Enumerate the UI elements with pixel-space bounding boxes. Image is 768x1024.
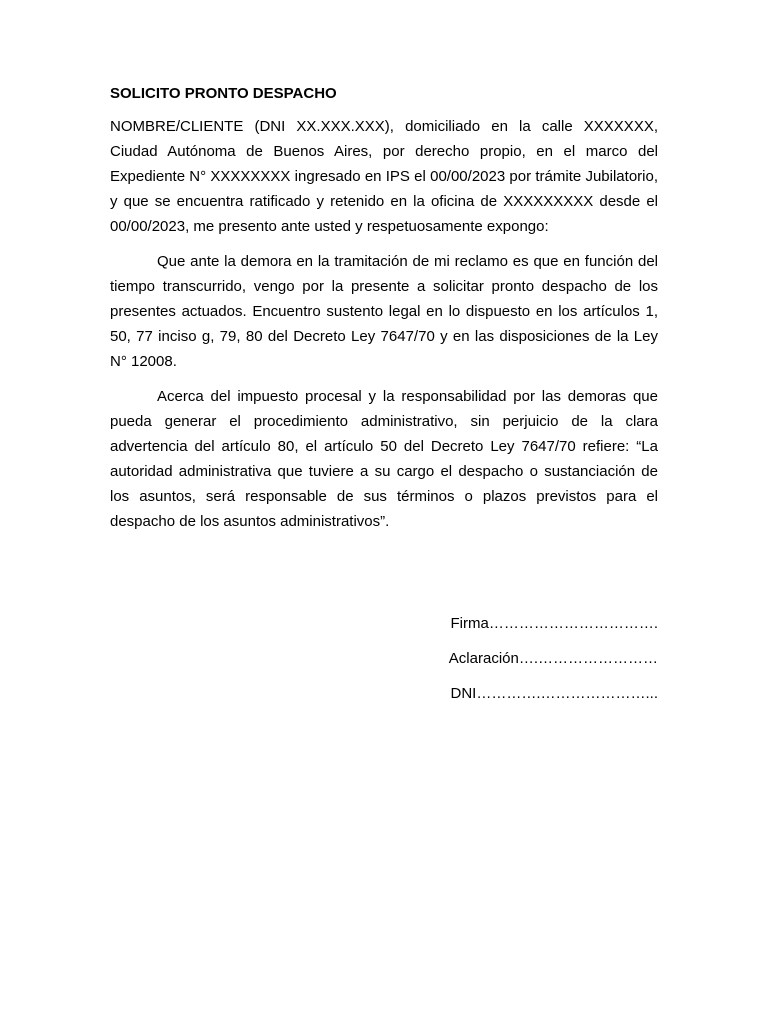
document-body bbox=[110, 84, 658, 544]
document-title: SOLICITO PRONTO DESPACHO bbox=[110, 85, 337, 102]
clarification-line: Aclaración….…………………… bbox=[448, 650, 658, 667]
request-paragraph: Que ante la demora en la tramitación de mi reclamo es que en función del tiempo transcurrido, vengo por la presente a solicitar pronto despacho de los presentes actuados. Encuentro sustento legal en lo dispuesto en los artículos 1, 50, 77 inciso g, 79, 80 del Decreto Ley 7647/70 y en las disposiciones de la Ley N° 12008. bbox=[110, 253, 658, 370]
intro-paragraph: NOMBRE/CLIENTE (DNI XX.XXX.XXX), domiciliado en la calle XXXXXXX, Ciudad Autónoma de Buenos Aires, por derecho propio, en el marco del Expediente N° XXXXXXXX ingresado en IPS el 00/00/2023 por trámite Jubilatorio, y que se encuentra ratificado y retenido en la oficina de XXXXXXXXX desde el 00/00/2023, me presento ante usted y respetuosamente expongo: bbox=[110, 118, 658, 235]
legal-basis-paragraph: Acerca del impuesto procesal y la responsabilidad por las demoras que pueda generar el procedimiento administrativo, sin perjuicio de la clara advertencia del artículo 80, el artículo 50 del Decreto Ley 7647/70 refiere: “La autoridad administrativa que tuviere a su cargo el despacho o sustanciación de los asuntos, será responsable de sus términos o plazos previstos para el despacho de los asuntos administrativos”. bbox=[110, 388, 658, 530]
signature-block bbox=[110, 611, 658, 716]
dni-line: DNI………….…………………... bbox=[450, 685, 658, 702]
signature-line: Firma……………………………. bbox=[450, 615, 658, 632]
